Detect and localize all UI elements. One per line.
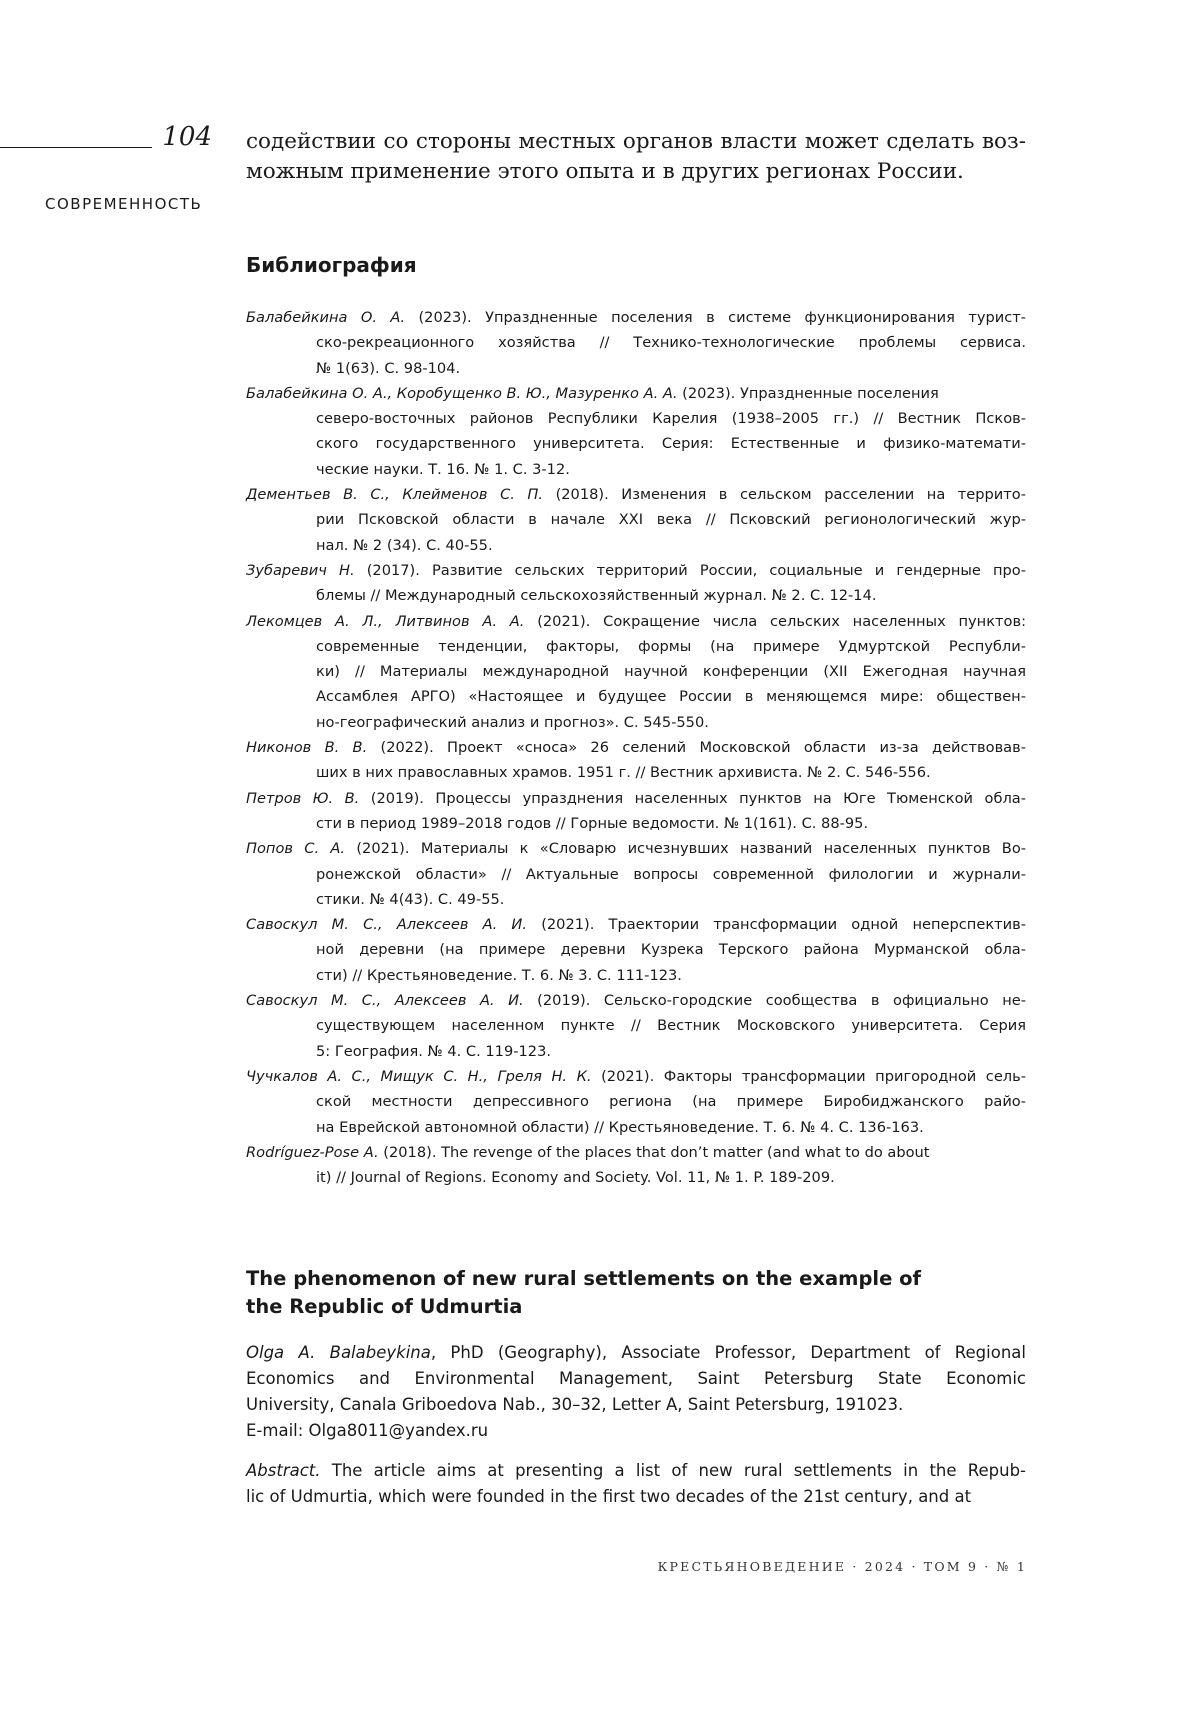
- bibliography-entry: [246, 1140, 1026, 1191]
- entry-line: ронежской области» // Актуальные вопросы современной филологии и журнали-: [316, 865, 1026, 883]
- lead-line: содействии со стороны местных органов власти может сделать воз-: [246, 129, 1026, 154]
- entry-line: стики. № 4(43). С. 49-55.: [316, 890, 505, 908]
- entry-line: сти в период 1989–2018 годов // Горные ведомости. № 1(161). С. 88-95.: [316, 814, 869, 832]
- entry-line: ско-рекреационного хозяйства // Технико-технологические проблемы сервиса.: [316, 334, 1026, 352]
- bibliography-entry: [246, 381, 1026, 482]
- bibliography-entry: [246, 1064, 1026, 1140]
- abstract-label: Abstract.: [246, 1461, 321, 1480]
- header-rule: [0, 147, 152, 148]
- entry-authors: Балабейкина О. А.: [246, 309, 406, 326]
- author-info: [246, 1340, 1026, 1444]
- bibliography-entry: [246, 735, 1026, 786]
- bibliography-entry: [246, 305, 1026, 381]
- entry-line: Лекомцев А. Л., Литвинов А. А. (2021). Сокращение числа сельских населенных пунктов:: [246, 612, 1026, 630]
- entry-line: блемы // Международный сельскохозяйственный журнал. № 2. С. 12-14.: [316, 587, 877, 605]
- entry-authors: Rodríguez-Pose A.: [246, 1143, 379, 1161]
- entry-line: ческие науки. Т. 16. № 1. С. 3-12.: [316, 460, 570, 478]
- entry-authors: Чучкалов А. С., Мищук С. Н., Греля Н. К.: [246, 1067, 592, 1085]
- author-line: Economics and Environmental Management, Saint Petersburg State Economic: [246, 1369, 1026, 1388]
- entry-line: 5: География. № 4. С. 119-123.: [316, 1042, 552, 1060]
- abstract-line: Abstract. The article aims at presenting a list of new rural settlements in the Repub-: [246, 1461, 1026, 1480]
- abstract: [246, 1458, 1026, 1510]
- entry-line: существующем населенном пункте // Вестник Московского университета. Серия: [316, 1017, 1026, 1035]
- lead-line: можным применение этого опыта и в других регионах России.: [246, 159, 964, 184]
- entry-line: на Еврейской автономной области) // Крестьяноведение. Т. 6. № 4. С. 136-163.: [316, 1118, 924, 1136]
- bibliography-heading: Библиография: [246, 253, 417, 277]
- bibliography-entry: [246, 786, 1026, 837]
- page-number: 104: [162, 122, 212, 152]
- bibliography-entry: [246, 609, 1026, 735]
- entry-authors: Петров Ю. В.: [246, 789, 360, 807]
- entry-line: it) // Journal of Regions. Economy and Society. Vol. 11, № 1. P. 189-209.: [316, 1169, 835, 1187]
- journal-footer: КРЕСТЬЯНОВЕДЕНИЕ · 2024 · ТОМ 9 · № 1: [657, 1559, 1027, 1574]
- author-line: Olga A. Balabeykina, PhD (Geography), Associate Professor, Department of Regional: [246, 1343, 1026, 1362]
- entry-line: № 1(63). С. 98-104.: [316, 359, 461, 377]
- bibliography-entry: [246, 482, 1026, 558]
- entry-line: Ассамблея АРГО) «Настоящее и будущее России в меняющемся мире: обществен-: [316, 688, 1026, 706]
- entry-line: ной деревни (на примере деревни Кузрека Терского района Мурманской обла-: [316, 941, 1026, 959]
- bibliography-entry: [246, 558, 1026, 609]
- entry-authors: Савоскул М. С., Алексеев А. И.: [246, 916, 527, 934]
- entry-line: сти) // Крестьяноведение. Т. 6. № 3. С. 111-123.: [316, 966, 682, 984]
- entry-line: Зубаревич Н. (2017). Развитие сельских территорий России, социальные и гендерные про-: [246, 561, 1027, 579]
- entry-line: Rodríguez-Pose A. (2018). The revenge of the places that don’t matter (and what to do about: [246, 1143, 930, 1161]
- english-article-title: [246, 1265, 1026, 1321]
- entry-line: ского государственного университета. Серия: Естественные и физико-математи-: [316, 435, 1026, 453]
- entry-line: нал. № 2 (34). С. 40-55.: [316, 536, 493, 554]
- entry-authors: Савоскул М. С., Алексеев А. И.: [246, 992, 524, 1010]
- bibliography-list: [246, 305, 1026, 1190]
- entry-line: но-географический анализ и прогноз». С. 545-550.: [316, 713, 709, 731]
- author-line: University, Canala Griboedova Nab., 30–32, Letter A, Saint Petersburg, 191023.: [246, 1395, 904, 1414]
- abstract-line: lic of Udmurtia, which were founded in the first two decades of the 21st century, and at: [246, 1487, 972, 1506]
- section-label: СОВРЕМЕННОСТЬ: [45, 195, 203, 213]
- title-line: the Republic of Udmurtia: [246, 1295, 523, 1318]
- entry-authors: Зубаревич Н.: [246, 561, 355, 579]
- entry-authors: Дементьев В. С., Клейменов С. П.: [246, 486, 544, 504]
- entry-line: Савоскул М. С., Алексеев А. И. (2021). Траектории трансформации одной неперспектив-: [246, 916, 1026, 934]
- entry-line: северо-восточных районов Республики Карелия (1938–2005 гг.) // Вестник Псков-: [316, 410, 1026, 428]
- entry-line: Балабейкина О. А., Коробущенко В. Ю., Мазуренко А. А. (2023). Упраздненные поселения: [246, 384, 939, 402]
- entry-line: Дементьев В. С., Клейменов С. П. (2018). Изменения в сельском расселении на террито-: [246, 486, 1026, 504]
- lead-paragraph: [246, 127, 1026, 187]
- entry-line: Попов С. А. (2021). Материалы к «Словарю исчезнувших названий населенных пунктов Во-: [246, 840, 1027, 858]
- title-line: The phenomenon of new rural settlements on the example of: [246, 1267, 921, 1290]
- entry-line: ской местности депрессивного региона (на примере Биробиджанского райо-: [316, 1093, 1026, 1111]
- author-email: E-mail: Olga8011@yandex.ru: [246, 1421, 489, 1440]
- entry-authors: Балабейкина О. А., Коробущенко В. Ю., Мазуренко А. А.: [246, 384, 678, 402]
- entry-authors: Попов С. А.: [246, 840, 346, 858]
- entry-line: Савоскул М. С., Алексеев А. И. (2019). Сельско-городские сообщества в официально не-: [246, 992, 1026, 1010]
- entry-line: рии Псковской области в начале XXI века // Псковский регионологический жур-: [316, 511, 1026, 529]
- entry-line: ших в них православных храмов. 1951 г. // Вестник архивиста. № 2. С. 546-556.: [316, 764, 931, 782]
- entry-line: ки) // Материалы международной научной конференции (XII Ежегодная научная: [316, 663, 1026, 681]
- entry-line: Чучкалов А. С., Мищук С. Н., Греля Н. К. (2021). Факторы трансформации пригородной сель-: [246, 1067, 1026, 1085]
- entry-line: Балабейкина О. А. (2023). Упраздненные поселения в системе функционирования турист-: [246, 309, 1026, 326]
- author-name: Olga A. Balabeykina: [246, 1343, 431, 1362]
- entry-line: Никонов В. В. (2022). Проект «сноса» 26 селений Московской области из-за действовав-: [246, 739, 1026, 757]
- entry-line: Петров Ю. В. (2019). Процессы упразднения населенных пунктов на Юге Тюменской обла-: [246, 789, 1026, 807]
- entry-authors: Лекомцев А. Л., Литвинов А. А.: [246, 612, 525, 630]
- bibliography-entry: [246, 988, 1026, 1064]
- bibliography-entry: [246, 836, 1026, 912]
- entry-line: современные тенденции, факторы, формы (на примере Удмуртской Республи-: [316, 637, 1026, 655]
- entry-authors: Никонов В. В.: [246, 739, 368, 757]
- bibliography-entry: [246, 912, 1026, 988]
